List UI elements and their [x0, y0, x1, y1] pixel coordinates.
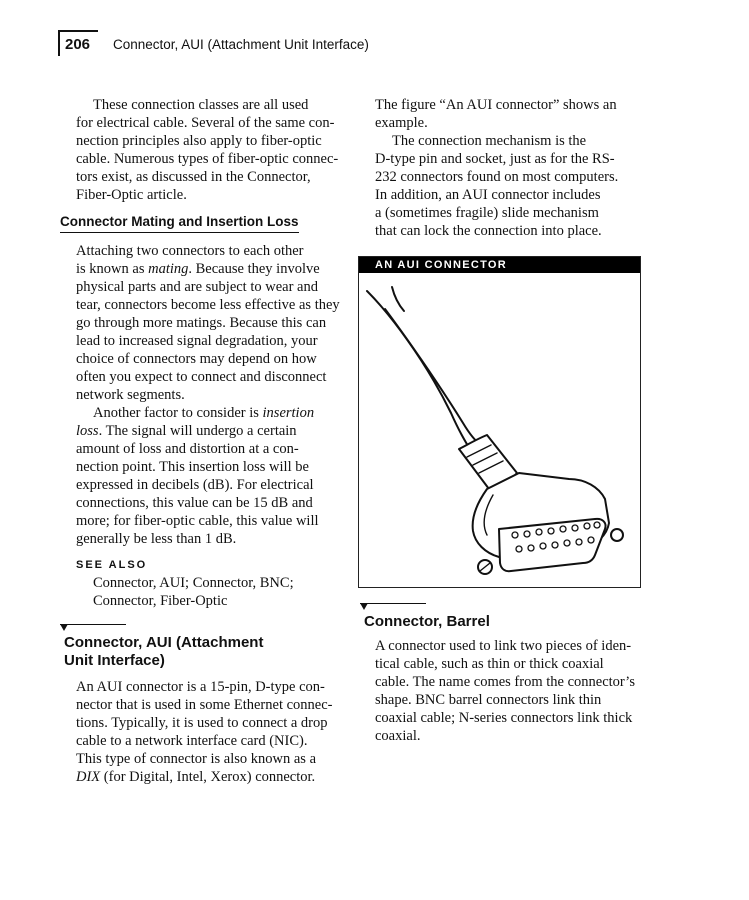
- lock-screw: [611, 529, 623, 541]
- right-column: [360, 96, 650, 240]
- aui-definition-paragraph: An AUI connector is a 15-pin, D-type con- nector that is used in some Ethernet connec- tions. Typically, it is used to connect a drop cable to a network interface card (NIC). This type of connector is also known as a DIX (for Digital, Intel, Xerox) connector.: [76, 679, 333, 785]
- intro-paragraph: These connection classes are all used for electrical cable. Several of the same con- nection principles also apply to fiber-optic cable. Numerous types of fiber-optic connec- tors exist, as discussed in the Connector, Fiber-Optic article.: [76, 97, 339, 203]
- barrel-entry-title: Connector, Barrel: [364, 613, 490, 630]
- cable-outline: [392, 287, 404, 311]
- barrel-definition-paragraph: A connector used to link two pieces of iden- tical cable, such as thin or thick coaxial cable. The name comes from the connector’s shape. BNC barrel connectors link thin coaxial cable; N-series connectors link thick coaxial.: [375, 638, 635, 744]
- page-number: 206: [65, 36, 91, 53]
- triangle-marker-icon: [360, 603, 368, 610]
- running-head: Connector, AUI (Attachment Unit Interface): [113, 37, 369, 52]
- entry-rule: [60, 624, 126, 625]
- see-also-list: [60, 574, 350, 610]
- header-rule-horizontal: [58, 30, 98, 32]
- entry-marker: [60, 624, 350, 634]
- insertion-loss-paragraph: Another factor to consider is insertion loss. The signal will undergo a certain amount of loss and distortion at a con- nection point. This insertion loss will be expressed in decibels (dB). For electrical connections, this value can be 15 dB and more; for fiber-optic cable, this value will generally be less than 1 dB.: [76, 405, 319, 547]
- entry-rule: [360, 603, 426, 604]
- cable-outline: [385, 309, 481, 445]
- figure-aui-connector: [358, 256, 641, 588]
- see-also-label: SEE ALSO: [76, 559, 148, 571]
- entry-marker: [360, 603, 650, 613]
- figure-title: AN AUI CONNECTOR: [359, 257, 640, 273]
- aui-entry-title: Connector, AUI (Attachment Unit Interface): [64, 634, 264, 669]
- figure-reference-paragraph: The figure “An AUI connector” shows an example.: [375, 97, 617, 131]
- mechanism-paragraph: The connection mechanism is the D-type pin and socket, just as for the RS- 232 connectors found on most computers. In addition, an AUI connector includes a (sometimes fragile) slide mechanism that can lock the connection into place.: [375, 133, 619, 239]
- header-rule-vertical: [58, 30, 60, 56]
- mating-paragraph: Attaching two connectors to each other is known as mating. Because they involve physical parts and are subject to wear and tear, connectors become less effective as they go through more matings. Because this can lead to increased signal degradation, your choice of connectors may depend on how often you expect to connect and disconnect network segments.: [76, 243, 340, 403]
- mating-heading: Connector Mating and Insertion Loss: [60, 214, 299, 233]
- triangle-marker-icon: [60, 624, 68, 631]
- see-also-link[interactable]: Connector, Fiber-Optic: [93, 593, 228, 609]
- barrel-entry: [360, 603, 650, 745]
- see-also-link[interactable]: Connector, AUI; Connector, BNC;: [93, 575, 294, 591]
- cable-outline: [367, 291, 471, 451]
- aui-connector-illustration: [359, 273, 640, 587]
- left-column: [60, 96, 350, 786]
